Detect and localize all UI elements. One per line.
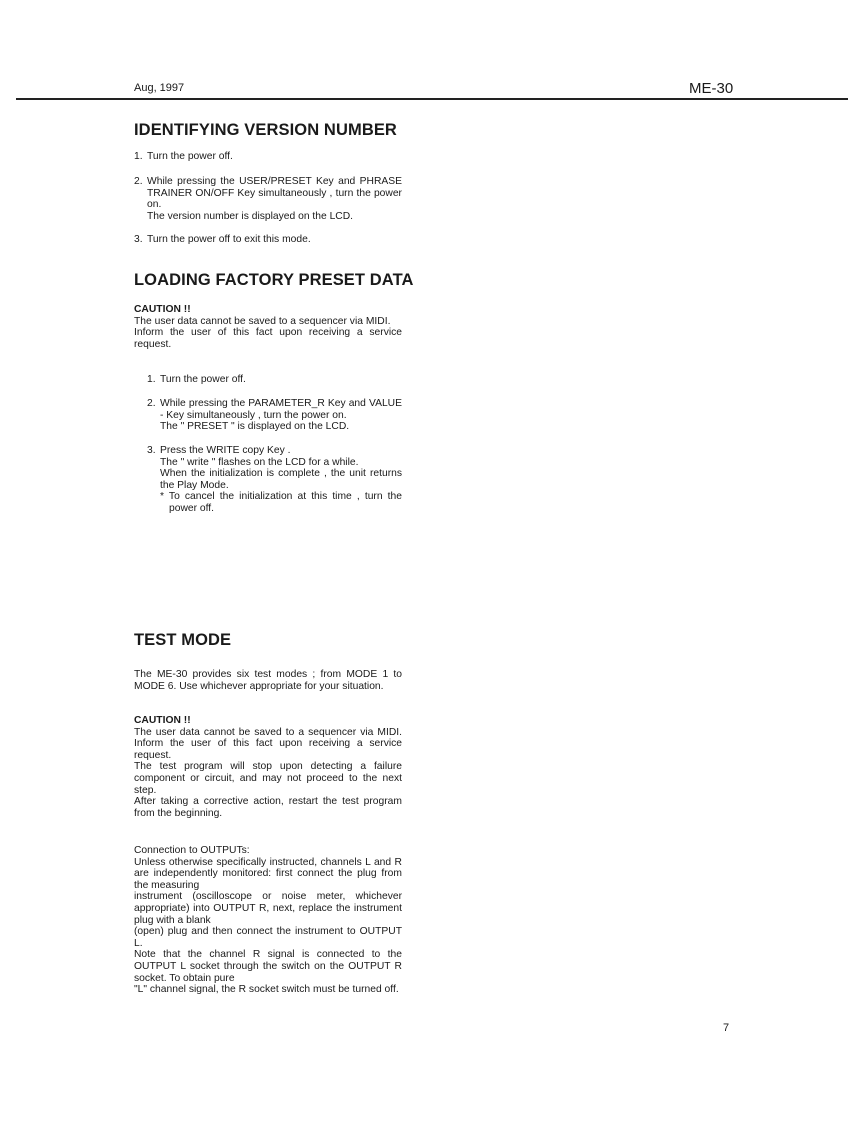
caution-label: CAUTION !! <box>134 715 191 726</box>
step-note: The version number is displayed on the LCD. <box>147 210 354 222</box>
step-text: Turn the power off to exit this mode. <box>147 234 311 245</box>
test-caution <box>134 715 402 819</box>
step-note: The " write " flashes on the LCD for a while. <box>160 456 359 468</box>
section-title-test: TEST MODE <box>134 631 232 649</box>
step-number: 2. <box>147 398 156 409</box>
version-step-1 <box>134 151 402 163</box>
test-intro <box>134 669 402 692</box>
outputs-line-2: instrument (oscilloscope or noise meter, whichever appropriate) into OUTPUT R, next, replace the instrument plug with a blank <box>134 891 402 926</box>
caution-label: CAUTION !! <box>134 304 191 315</box>
step-number: 1. <box>147 374 156 385</box>
outputs-line-1: Unless otherwise specifically instructed, channels L and R are independently monitored: first connect the plug from the measuring <box>134 856 402 891</box>
caution-line-1: The user data cannot be saved to a sequencer via MIDI. Inform the user of this fact upon receiving a service request. <box>134 726 402 761</box>
intro-text: The ME-30 provides six test modes ; from MODE 1 to MODE 6. Use whichever appropriate for your situation. <box>134 669 402 692</box>
step-note-2: When the initialization is complete , the unit returns the Play Mode. <box>160 468 402 491</box>
outputs-line-3: (open) plug and then connect the instrument to OUTPUT L. <box>134 926 402 949</box>
preset-step-2 <box>147 398 402 433</box>
preset-caution <box>134 304 402 350</box>
preset-step-1 <box>147 374 402 386</box>
version-step-3 <box>134 234 402 246</box>
step-text: Press the WRITE copy Key . <box>160 445 291 456</box>
step-note-3: * To cancel the initialization at this time , turn the power off. <box>160 491 402 514</box>
step-text: Turn the power off. <box>160 374 246 385</box>
caution-text-2: Inform the user of this fact upon receiving a service request. <box>134 327 402 350</box>
version-step-2 <box>134 176 402 222</box>
caution-line-3: After taking a corrective action, restart the test program from the beginning. <box>134 796 402 819</box>
outputs-line-5: "L" channel signal, the R socket switch must be turned off. <box>134 984 399 996</box>
step-text: While pressing the PARAMETER_R Key and VALUE - Key simultaneously , turn the power on. <box>160 398 402 421</box>
header-divider <box>16 98 848 100</box>
section-title-version: IDENTIFYING VERSION NUMBER <box>134 121 397 139</box>
section-title-preset: LOADING FACTORY PRESET DATA <box>134 271 414 289</box>
caution-line-2: The test program will stop upon detecting a failure component or circuit, and may not proceed to the next step. <box>134 761 402 796</box>
header-date: Aug, 1997 <box>134 82 185 94</box>
step-text: While pressing the USER/PRESET Key and PHRASE TRAINER ON/OFF Key simultaneously , turn the power on. <box>147 176 402 211</box>
step-number: 2. <box>134 176 143 187</box>
caution-text: The user data cannot be saved to a sequencer via MIDI. <box>134 315 391 327</box>
step-text: Turn the power off. <box>147 151 233 162</box>
step-number: 3. <box>147 445 156 456</box>
outputs-label: Connection to OUTPUTs: <box>134 845 250 856</box>
page-number: 7 <box>723 1022 730 1034</box>
step-number: 3. <box>134 234 143 245</box>
test-outputs <box>134 845 402 996</box>
outputs-line-4: Note that the channel R signal is connected to the OUTPUT L socket through the switch on the OUTPUT R socket. To obtain pure <box>134 949 402 984</box>
preset-step-3 <box>147 445 402 515</box>
step-note: The " PRESET " is displayed on the LCD. <box>160 421 350 433</box>
header-model: ME-30 <box>689 80 734 97</box>
step-number: 1. <box>134 151 143 162</box>
